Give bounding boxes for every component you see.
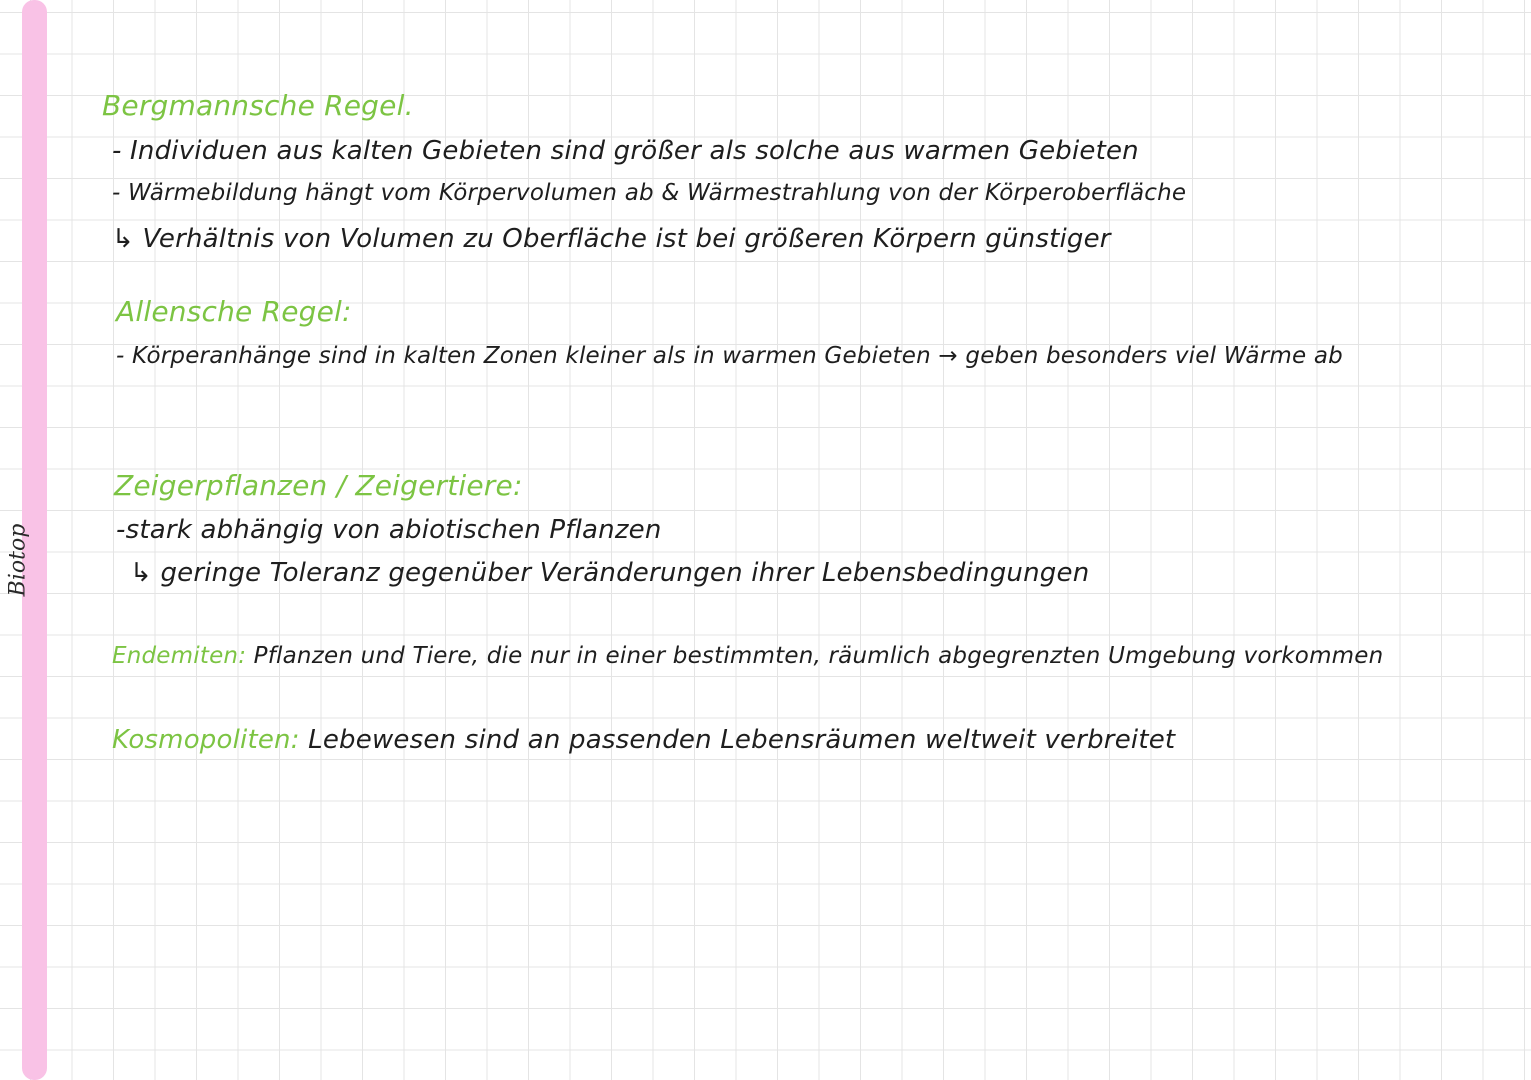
bergmann-line-2: - Wärmebildung hängt vom Körpervolumen ab & Wärmestrahlung von der Körperoberfläche bbox=[112, 180, 1187, 206]
bergmann-line-1: - Individuen aus kalten Gebieten sind größer als solche aus warmen Gebieten bbox=[112, 136, 1139, 166]
bergmann-line-3: ↳ Verhältnis von Volumen zu Oberfläche ist bei größeren Körpern günstiger bbox=[112, 224, 1111, 254]
endemiten-definition: Pflanzen und Tiere, die nur in einer bestimmten, räumlich abgegrenzten Umgebung vorkommen bbox=[246, 643, 1384, 669]
bergmann-heading: Bergmannsche Regel. bbox=[102, 89, 414, 122]
endemiten-term: Endemiten: bbox=[112, 643, 247, 669]
zeiger-line-1: -stark abhängig von abiotischen Pflanzen bbox=[116, 515, 662, 545]
endemiten-entry bbox=[112, 645, 1383, 668]
allen-heading: Allensche Regel: bbox=[116, 295, 352, 328]
kosmopoliten-definition: Lebewesen sind an passenden Lebensräumen weltweit verbreitet bbox=[299, 725, 1176, 755]
allen-line-1: - Körperanhänge sind in kalten Zonen kleiner als in warmen Gebieten → geben besonders viel Wärme ab bbox=[116, 343, 1343, 369]
kosmopoliten-entry bbox=[112, 727, 1175, 753]
margin-label-text: Biotop bbox=[5, 523, 31, 597]
zeiger-line-2: ↳ geringe Toleranz gegenüber Veränderungen ihrer Lebensbedingungen bbox=[130, 558, 1090, 588]
kosmopoliten-term: Kosmopoliten: bbox=[112, 725, 300, 755]
zeiger-heading: Zeigerpflanzen / Zeigertiere: bbox=[114, 469, 523, 502]
